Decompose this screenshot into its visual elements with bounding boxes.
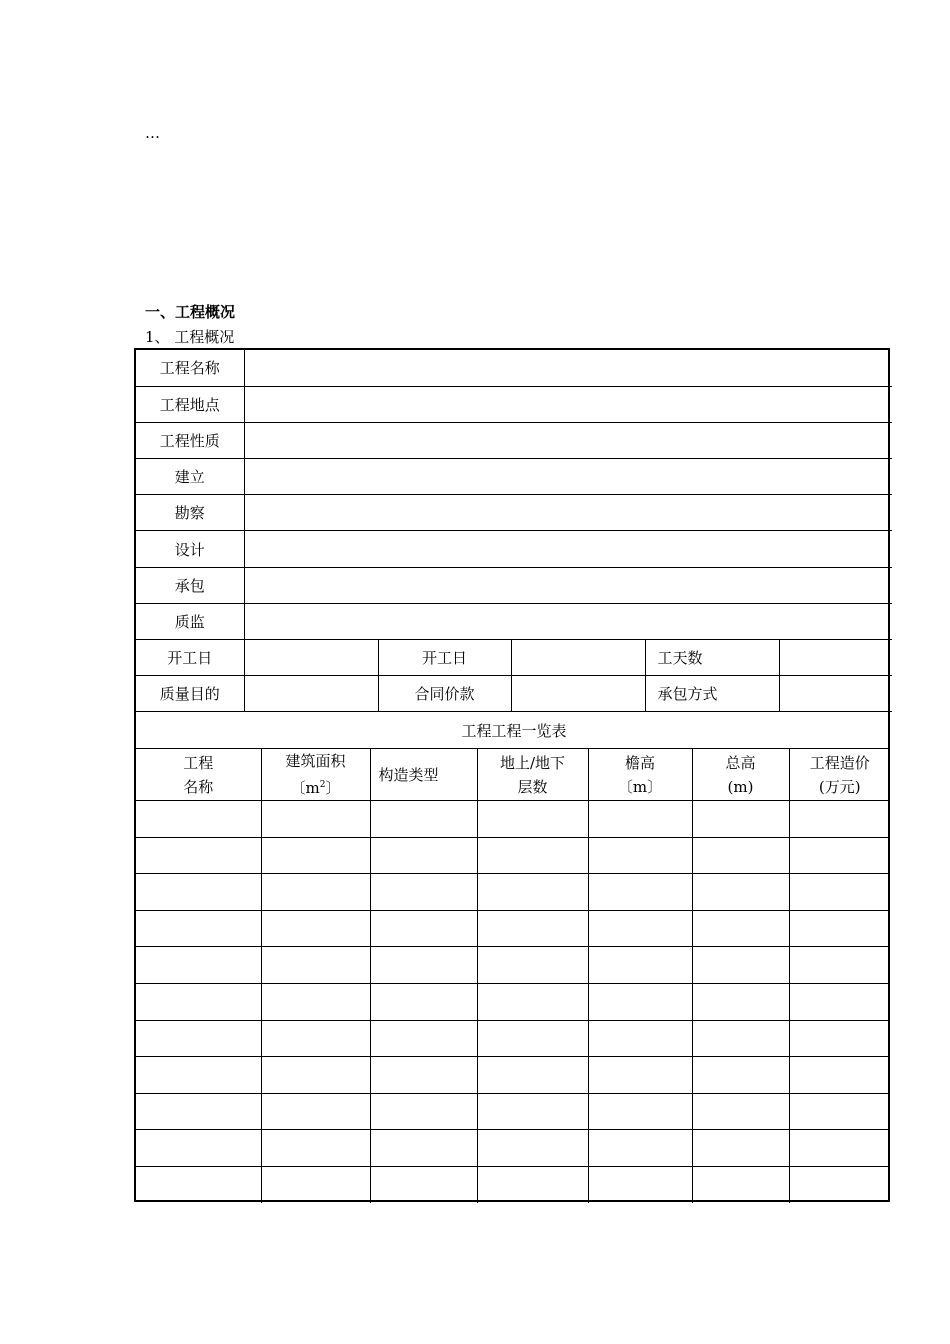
table-cell[interactable] — [136, 1057, 261, 1094]
table-cell[interactable] — [692, 1057, 789, 1094]
field-value[interactable] — [244, 603, 892, 639]
table-cell[interactable] — [370, 1130, 477, 1167]
table-cell[interactable] — [477, 1020, 588, 1057]
table-cell[interactable] — [261, 801, 370, 838]
table-cell[interactable] — [370, 801, 477, 838]
table-cell[interactable] — [136, 1167, 261, 1204]
contract-price-label: 合同价款 — [378, 676, 511, 712]
table-cell[interactable] — [370, 837, 477, 874]
quality-row — [136, 676, 892, 712]
table-row — [136, 984, 890, 1021]
table-cell[interactable] — [370, 1020, 477, 1057]
table-cell[interactable] — [477, 910, 588, 947]
field-label: 设计 — [136, 531, 244, 567]
table-cell[interactable] — [588, 801, 692, 838]
table-cell[interactable] — [588, 910, 692, 947]
table-cell[interactable] — [588, 1093, 692, 1130]
field-label: 工程名称 — [136, 350, 244, 386]
table-cell[interactable] — [261, 984, 370, 1021]
overview-row — [136, 386, 892, 422]
table-cell[interactable] — [370, 1093, 477, 1130]
table-cell[interactable] — [692, 984, 789, 1021]
col-header-cost: 工程造价 (万元) — [789, 749, 890, 801]
table-cell[interactable] — [261, 910, 370, 947]
table-cell[interactable] — [261, 947, 370, 984]
table-row — [136, 1020, 890, 1057]
table-cell[interactable] — [136, 1020, 261, 1057]
table-row — [136, 837, 890, 874]
col-header-floors: 地上/地下 层数 — [477, 749, 588, 801]
overview-row — [136, 495, 892, 531]
table-cell[interactable] — [477, 837, 588, 874]
table-cell[interactable] — [789, 984, 890, 1021]
table-row — [136, 910, 890, 947]
overview-row — [136, 459, 892, 495]
table-cell[interactable] — [477, 984, 588, 1021]
table-cell[interactable] — [692, 947, 789, 984]
table-cell[interactable] — [136, 947, 261, 984]
table-row — [136, 874, 890, 911]
field-label: 承包 — [136, 567, 244, 603]
table-cell[interactable] — [789, 1167, 890, 1204]
table-cell[interactable] — [588, 1167, 692, 1204]
table-cell[interactable] — [370, 947, 477, 984]
quality-target-value[interactable] — [244, 676, 378, 712]
table-row — [136, 1093, 890, 1130]
table-cell[interactable] — [261, 874, 370, 911]
table-row — [136, 1057, 890, 1094]
table-cell[interactable] — [588, 984, 692, 1021]
table-cell[interactable] — [261, 1093, 370, 1130]
table-cell[interactable] — [261, 1130, 370, 1167]
field-value[interactable] — [244, 567, 892, 603]
table-cell[interactable] — [136, 801, 261, 838]
table-cell[interactable] — [588, 874, 692, 911]
table-cell[interactable] — [136, 910, 261, 947]
table-cell[interactable] — [136, 1130, 261, 1167]
list-header-row — [136, 749, 890, 801]
table-cell[interactable] — [692, 1093, 789, 1130]
col-header-total-height: 总高 (m) — [692, 749, 789, 801]
date-row — [136, 640, 892, 676]
quality-target-label: 质量目的 — [136, 676, 244, 712]
table-cell[interactable] — [370, 910, 477, 947]
field-label: 工程性质 — [136, 422, 244, 458]
start-date-value-2[interactable] — [511, 640, 645, 676]
project-list-table — [136, 748, 890, 1203]
table-cell[interactable] — [588, 1057, 692, 1094]
table-cell[interactable] — [477, 1130, 588, 1167]
table-cell[interactable] — [588, 1020, 692, 1057]
overview-row — [136, 350, 892, 386]
table-cell[interactable] — [789, 910, 890, 947]
field-value[interactable] — [244, 386, 892, 422]
sub-title: 1、 工程概况 — [145, 328, 235, 346]
contract-mode-value[interactable] — [779, 676, 892, 712]
table-cell[interactable] — [477, 801, 588, 838]
table-cell[interactable] — [261, 1020, 370, 1057]
table-cell[interactable] — [261, 837, 370, 874]
work-days-label: 工天数 — [645, 640, 779, 676]
table-cell[interactable] — [692, 1167, 789, 1204]
table-cell[interactable] — [136, 984, 261, 1021]
table-cell[interactable] — [789, 874, 890, 911]
table-cell[interactable] — [789, 1020, 890, 1057]
table-cell[interactable] — [261, 1057, 370, 1094]
list-title-row — [136, 712, 892, 748]
table-cell[interactable] — [136, 874, 261, 911]
col-header-structure: 构造类型 — [370, 749, 477, 801]
table-cell[interactable] — [477, 947, 588, 984]
table-cell[interactable] — [261, 1167, 370, 1204]
table-cell[interactable] — [477, 1057, 588, 1094]
project-overview-form — [134, 348, 890, 1202]
table-cell[interactable] — [477, 874, 588, 911]
start-date-value[interactable] — [244, 640, 378, 676]
overview-row — [136, 531, 892, 567]
table-cell[interactable] — [789, 947, 890, 984]
table-row — [136, 1130, 890, 1167]
overview-row — [136, 603, 892, 639]
table-cell[interactable] — [789, 1130, 890, 1167]
field-value[interactable] — [244, 531, 892, 567]
field-value[interactable] — [244, 422, 892, 458]
field-label: 工程地点 — [136, 386, 244, 422]
table-cell[interactable] — [692, 874, 789, 911]
table-cell[interactable] — [477, 1093, 588, 1130]
list-title: 工程工程一览表 — [136, 712, 892, 748]
table-cell[interactable] — [136, 837, 261, 874]
ellipsis-text: … — [145, 124, 160, 142]
table-cell[interactable] — [789, 1093, 890, 1130]
col-header-name: 工程 名称 — [136, 749, 261, 801]
contract-mode-label: 承包方式 — [645, 676, 779, 712]
field-label: 质监 — [136, 603, 244, 639]
table-cell[interactable] — [588, 947, 692, 984]
table-cell[interactable] — [370, 1057, 477, 1094]
table-row — [136, 947, 890, 984]
table-cell[interactable] — [692, 1020, 789, 1057]
table-cell[interactable] — [136, 1093, 261, 1130]
start-date-label-2: 开工日 — [378, 640, 511, 676]
table-cell[interactable] — [588, 1130, 692, 1167]
contract-price-value[interactable] — [511, 676, 645, 712]
start-date-label: 开工日 — [136, 640, 244, 676]
field-value[interactable] — [244, 350, 892, 386]
overview-row — [136, 422, 892, 458]
table-cell[interactable] — [692, 837, 789, 874]
table-cell[interactable] — [692, 1130, 789, 1167]
col-header-area: 建筑面积 〔$m^2$〕 — [261, 749, 370, 801]
table-cell[interactable] — [692, 801, 789, 838]
field-label: 建立 — [136, 459, 244, 495]
field-label: 勘察 — [136, 495, 244, 531]
table-cell[interactable] — [789, 837, 890, 874]
overview-row — [136, 567, 892, 603]
table-cell[interactable] — [370, 984, 477, 1021]
section-title: 一、工程概况 — [145, 303, 236, 321]
field-value[interactable] — [244, 459, 892, 495]
overview-table — [136, 350, 892, 748]
table-row — [136, 801, 890, 838]
field-value[interactable] — [244, 495, 892, 531]
table-cell[interactable] — [588, 837, 692, 874]
table-row — [136, 1167, 890, 1204]
table-cell[interactable] — [692, 910, 789, 947]
table-cell[interactable] — [789, 1057, 890, 1094]
table-cell[interactable] — [789, 801, 890, 838]
table-cell[interactable] — [370, 874, 477, 911]
table-cell[interactable] — [477, 1167, 588, 1204]
work-days-value[interactable] — [779, 640, 892, 676]
col-header-eave-height: 檐高 〔m〕 — [588, 749, 692, 801]
table-cell[interactable] — [370, 1167, 477, 1204]
